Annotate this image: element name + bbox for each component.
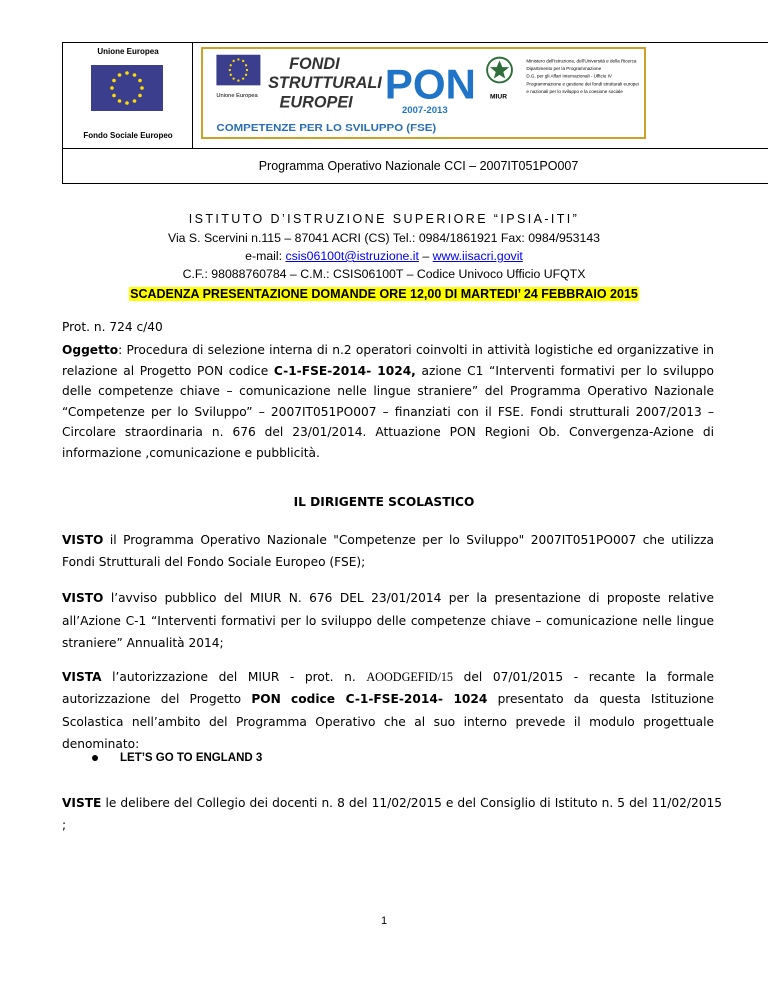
eu-logo-cell — [63, 43, 193, 148]
visto-paragraph-1: VISTO il Programma Operativo Nazionale "Competenze per lo Sviluppo" 2007IT051PO007 che utilizza Fondi Strutturali del Fondo Sociale Europeo (FSE); — [62, 533, 714, 569]
viste-paragraph: VISTE le delibere del Collegio dei docenti n. 8 del 11/02/2015 e del Consiglio di Istituto n. 5 del 11/02/2015 ; — [62, 796, 722, 832]
eu-flag-icon — [91, 65, 163, 111]
authorization-protocol: AOODGEFID/15 — [366, 670, 454, 684]
programme-line: Programma Operativo Nazionale CCI – 2007IT051PO007 — [63, 148, 768, 183]
bullet-icon — [92, 755, 98, 761]
fondi-text: FONDI — [289, 55, 340, 74]
institute-codes: C.F.: 98088760784 – C.M.: CSIS06100T – Codice Univoco Ufficio UFQTX — [182, 267, 586, 281]
ministry-line-2: Dipartimento per la Programmazione — [526, 66, 602, 72]
letterhead-box — [62, 42, 768, 184]
eu-small-label: Unione Europea — [216, 92, 258, 99]
institute-name: ISTITUTO D’ISTRUZIONE SUPERIORE “IPSIA-ITI” — [188, 212, 580, 226]
deadline-line — [0, 285, 768, 303]
miur-label: MIUR — [489, 93, 508, 101]
eu-bottom-label: Fondo Sociale Europeo — [83, 131, 173, 140]
pon-text: PON — [384, 60, 476, 108]
ministry-line-5: e nazionali per lo sviluppo e la coesione sociale — [526, 89, 623, 94]
visto-paragraph-2: VISTO l’avviso pubblico del MIUR N. 676 DEL 23/01/2014 per la presentazione di proposte relative all’Azione C-1 “Interventi formativi per lo sviluppo delle competenze chiave – comunicazione nelle lingue straniere” Annualità 2014; — [62, 591, 714, 651]
ministry-line-1: Ministero dell'Istruzione, dell'Università e della Ricerca — [526, 58, 637, 64]
page-number: 1 — [380, 915, 388, 927]
institute-address: Via S. Scervini n.115 – 87041 ACRI (CS) Tel.: 0984/1861921 Fax: 0984/953143 — [167, 231, 601, 245]
project-code: C-1-FSE-2014- 1024, — [273, 363, 416, 378]
ministry-line-4: Programmazione e gestione dei fondi strutturali europei — [526, 81, 639, 87]
email-link[interactable]: csis06100t@istruzione.it — [285, 249, 419, 263]
pon-banner-logo — [201, 47, 646, 139]
module-bullet — [92, 752, 262, 764]
ministry-line-3: D.G. per gli Affari Internazionali - Ufficio IV — [526, 73, 612, 79]
section-title: IL DIRIGENTE SCOLASTICO — [293, 495, 475, 509]
years-text: 2007-2013 — [401, 105, 448, 117]
contact-separator: – — [422, 249, 430, 263]
email-label: e-mail: — [245, 249, 283, 263]
website-link[interactable]: www.iisacri.govit — [432, 249, 523, 263]
project-code-2: codice C-1-FSE-2014- 1024 — [291, 692, 488, 707]
module-name: LET’S GO TO ENGLAND 3 — [120, 752, 263, 764]
vista-paragraph: VISTA l’autorizzazione del MIUR - prot. n. AOODGEFID/15 del 07/01/2015 - recante la formale autorizzazione del Progetto PON codice C-1-FSE-2014- 1024 presentato da questa Istituzione Scolastica nell’ambito del Programma Operativo che al suo interno prevede il modulo progettuale denominato: — [62, 670, 715, 751]
europei-text: EUROPEI — [279, 93, 353, 112]
deadline-highlight: SCADENZA PRESENTAZIONE DOMANDE ORE 12,00 DI MARTEDI’ 24 FEBBRAIO 2015 — [130, 287, 638, 301]
subject-paragraph: Oggetto: Procedura di selezione interna di n.2 operatori coinvolti in attività logistiche ed organizzative in relazione al Progetto PON codice C-1-FSE-2014- 1024, azione C1 “Interventi formativi per lo sviluppo delle competenze chiave – comunicazione nelle lingue straniere” del Programma Operativo Nazionale “Competenze per lo Sviluppo” – 2007IT051PO007 – finanziati con il FSE. Fondi strutturali 2007/2013 – Circolare straordinaria n. 676 del 23/01/2014. Attuazione PON Regioni Ob. Convergenza-Azione di informazione ,comunicazione e pubblicità. — [62, 343, 714, 460]
competenze-text: COMPETENZE PER LO SVILUPPO (FSE) — [216, 122, 437, 135]
pon-banner-cell — [194, 43, 768, 148]
subject-label: Oggetto — [62, 343, 119, 357]
strutturali-text: STRUTTURALI — [268, 74, 382, 93]
protocol-number: Prot. n. 724 c/40 — [62, 320, 163, 334]
eu-top-label: Unione Europea — [97, 47, 159, 56]
contact-line — [0, 249, 768, 263]
